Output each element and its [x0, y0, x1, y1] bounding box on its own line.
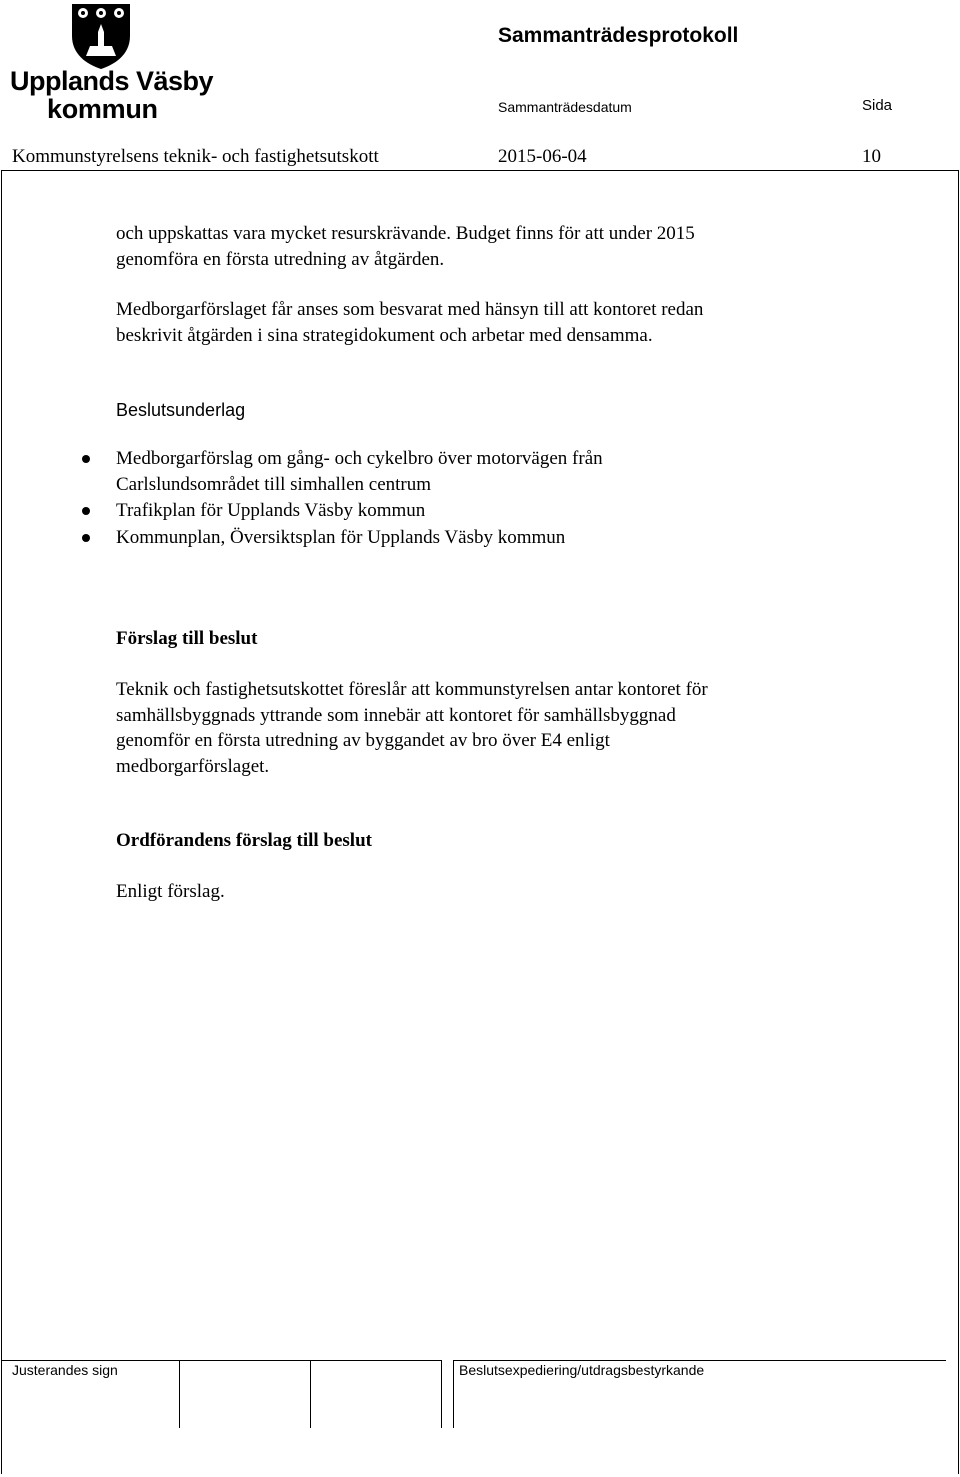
- signature-box-divider: [179, 1360, 180, 1428]
- justerandes-sign-label: Justerandes sign: [12, 1362, 118, 1378]
- beslutsexpediering-label: Beslutsexpediering/utdragsbestyrkande: [459, 1362, 705, 1378]
- footer-divider: [1, 1360, 441, 1361]
- signature-box-divider: [310, 1360, 311, 1428]
- basis-item: [116, 525, 565, 551]
- logo-text-line2: kommun: [47, 94, 158, 124]
- page-number: 10: [862, 146, 881, 167]
- basis-item: [116, 498, 425, 524]
- basis-item-line: Carlslundsområdet till simhallen centrum: [116, 473, 432, 495]
- meeting-date: 2015-06-04: [498, 146, 587, 167]
- bullet-icon: [82, 455, 90, 463]
- basis-item-line: Medborgarförslag om gång- och cykelbro över motorvägen från: [116, 448, 603, 469]
- paragraph-2-line: beskrivit åtgärden i sina strategidokument och arbetar med densamma.: [116, 324, 653, 346]
- basis-item-line: Trafikplan för Upplands Väsby kommun: [116, 500, 426, 521]
- signature-box-divider: [441, 1360, 442, 1428]
- basis-heading: Beslutsunderlag: [116, 400, 246, 420]
- proposal-text-line: Teknik och fastighetsutskottet föreslår att kommunstyrelsen antar kontoret för: [116, 679, 708, 700]
- basis-item: [116, 446, 603, 497]
- logo-text-line1: Upplands Väsby: [10, 66, 214, 96]
- page-frame: [1, 170, 959, 1474]
- chair-text: Enligt förslag.: [116, 881, 225, 902]
- document-title: Sammanträdesprotokoll: [498, 24, 739, 47]
- bullet-icon: [82, 507, 90, 515]
- paragraph-2: [116, 297, 703, 348]
- basis-item-line: Kommunplan, Översiktsplan för Upplands Väsby kommun: [116, 527, 566, 548]
- chair-heading: Ordförandens förslag till beslut: [116, 830, 372, 851]
- page-label: Sida: [862, 97, 893, 114]
- proposal-text-line: samhällsbyggnads yttrande som innebär att kontoret för samhällsbyggnad: [116, 704, 676, 726]
- meeting-date-label: Sammanträdesdatum: [498, 99, 632, 115]
- proposal-text-line: medborgarförslaget.: [116, 755, 270, 777]
- committee-name: Kommunstyrelsens teknik- och fastighetsutskott: [12, 146, 379, 167]
- paragraph-1-line: och uppskattas vara mycket resurskrävande. Budget finns för att under 2015: [116, 223, 695, 244]
- footer-divider: [453, 1360, 946, 1361]
- proposal-text: [116, 677, 708, 779]
- proposal-text-line: genomför en första utredning av byggandet av bro över E4 enligt: [116, 730, 610, 751]
- paragraph-2-line: Medborgarförslaget får anses som besvarat med hänsyn till att kontoret redan: [116, 299, 704, 320]
- coat-of-arms-icon: [68, 2, 134, 70]
- paragraph-1-line: genomföra en första utredning av åtgärden.: [116, 248, 445, 270]
- proposal-heading: Förslag till beslut: [116, 628, 258, 649]
- municipality-logo: [10, 2, 214, 124]
- paragraph-1: [116, 221, 695, 272]
- bullet-icon: [82, 534, 90, 542]
- signature-box-divider: [453, 1360, 454, 1428]
